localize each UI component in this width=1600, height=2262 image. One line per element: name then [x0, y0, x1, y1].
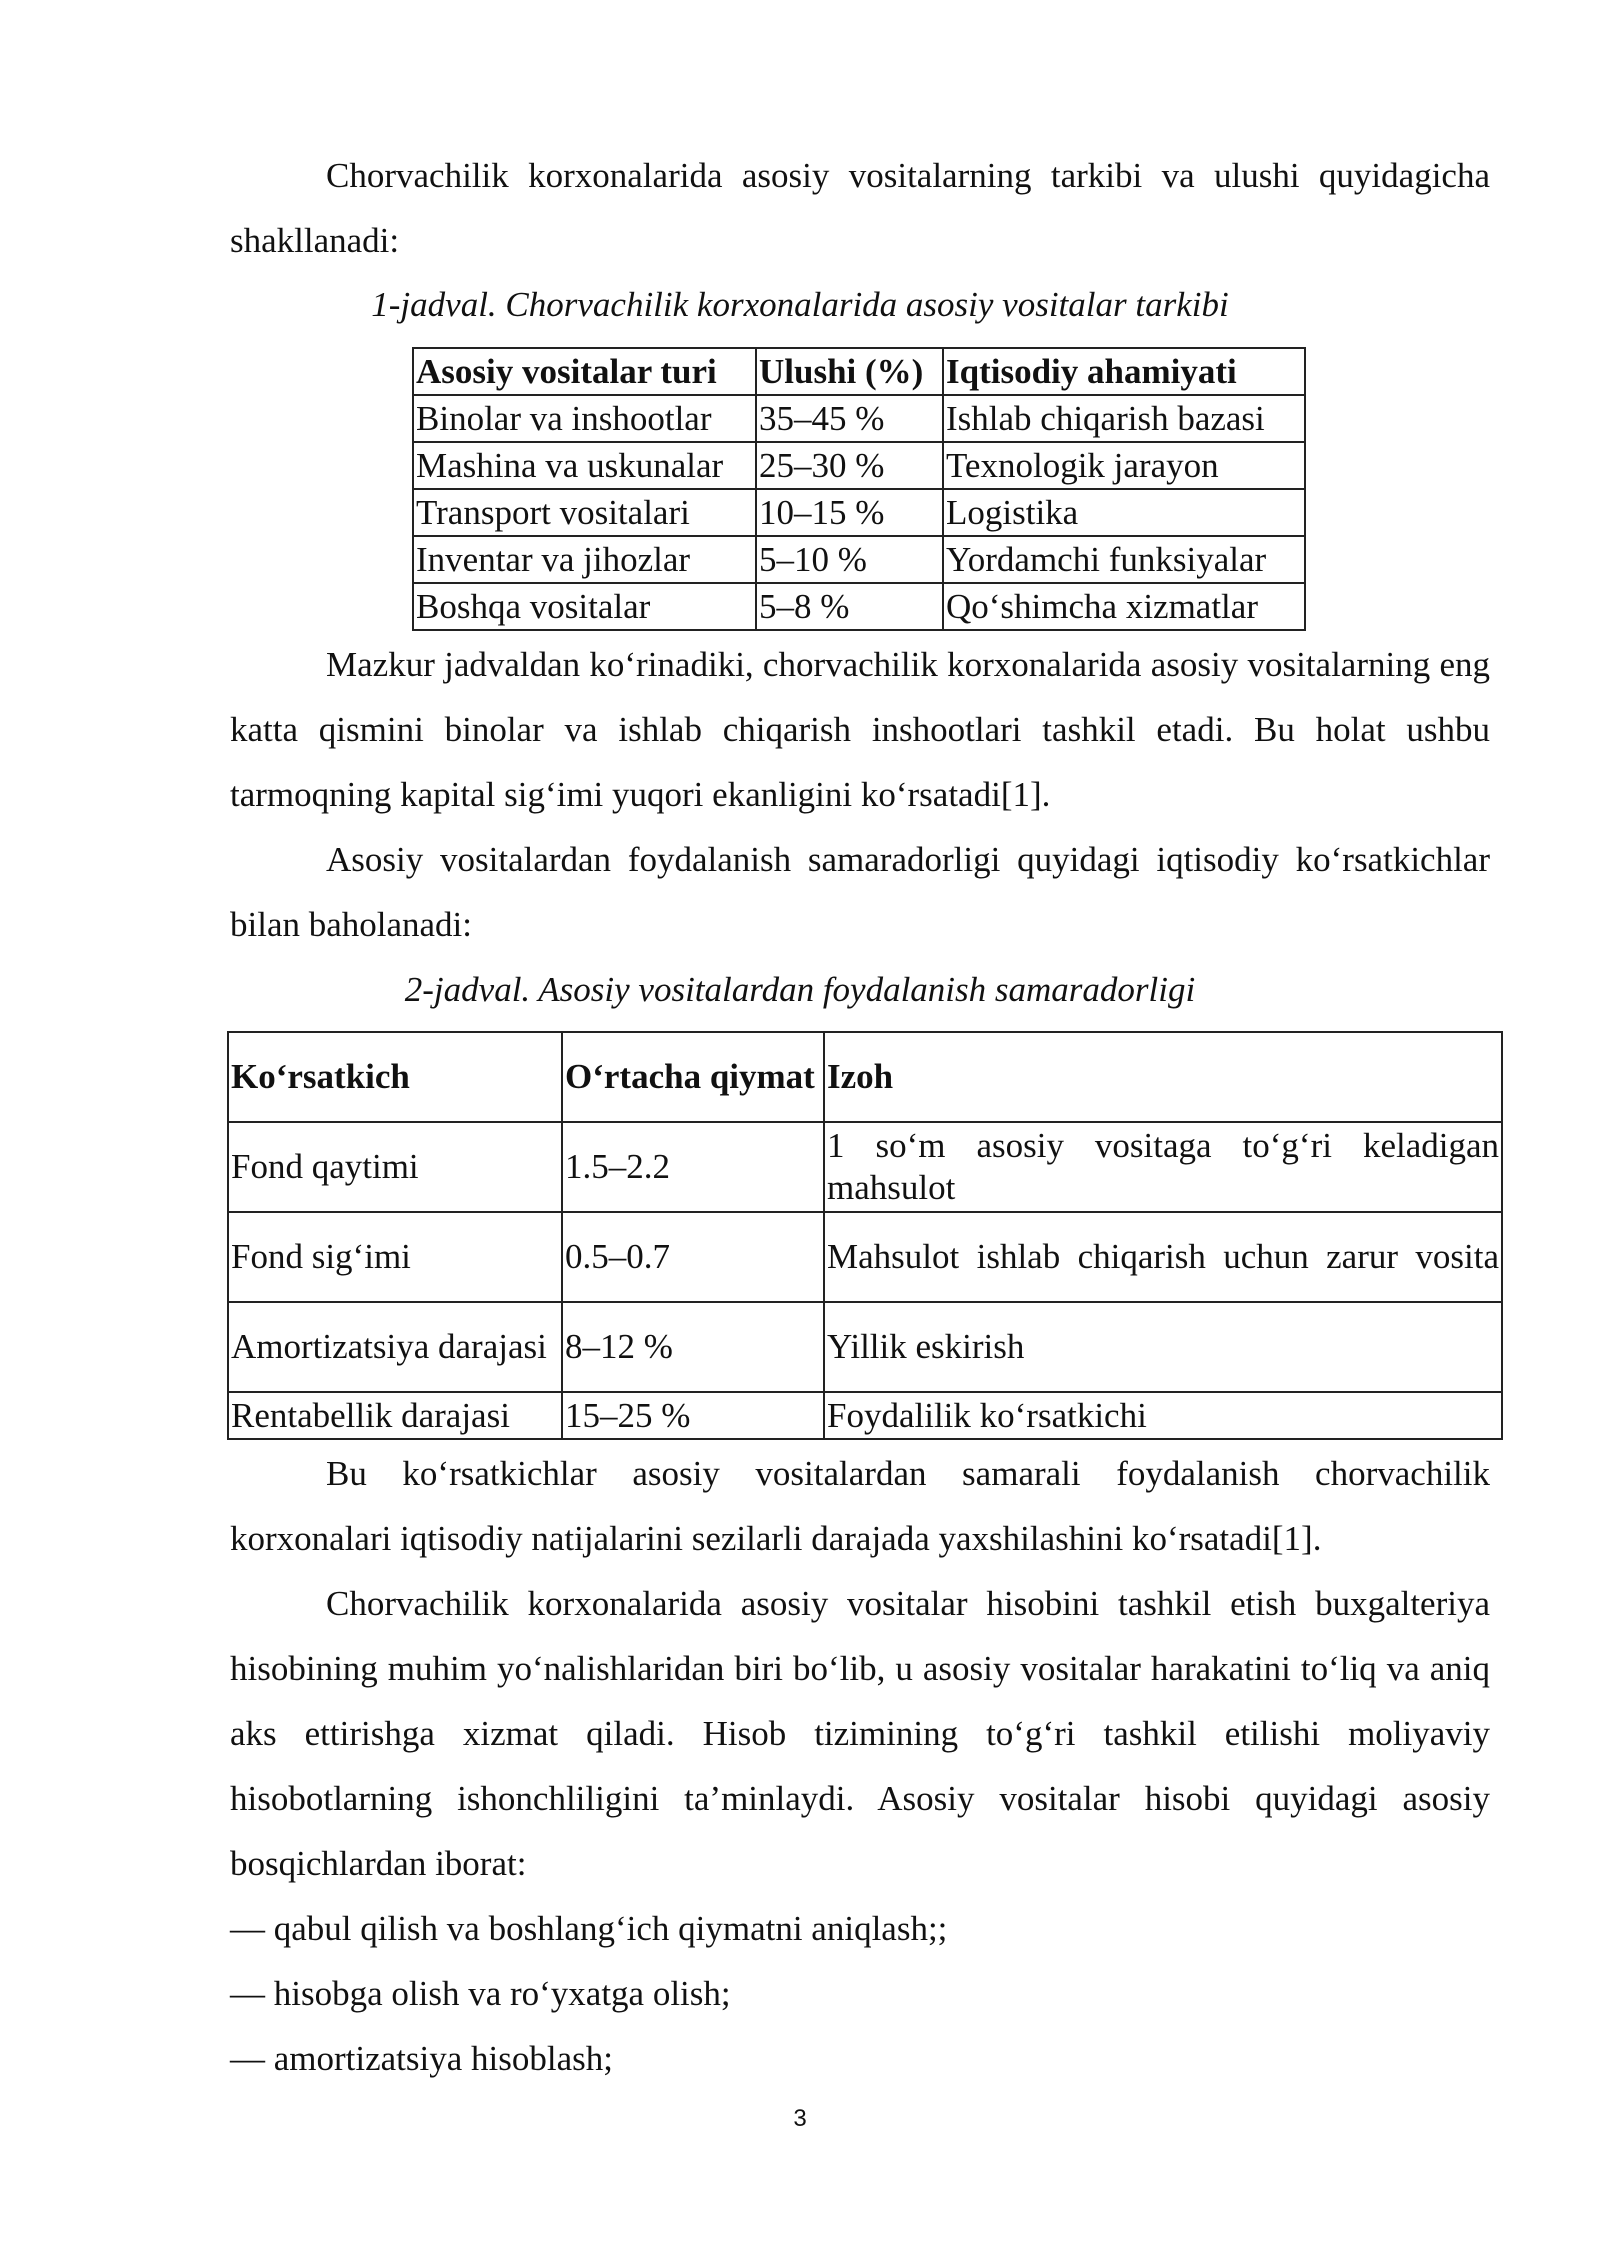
table-header-cell: Iqtisodiy ahamiyati: [943, 348, 1305, 395]
table-header-cell: Izoh: [824, 1032, 1502, 1122]
table-cell: Logistika: [943, 489, 1305, 536]
table-row: [413, 442, 1305, 489]
table-header-cell: Ko‘rsatkich: [228, 1032, 562, 1122]
table-header-cell: O‘rtacha qiymat: [562, 1032, 824, 1122]
table-row: [228, 1212, 1502, 1302]
table-cell: Fond qaytimi: [228, 1122, 562, 1212]
table-row: [228, 1122, 1502, 1212]
table-row: [228, 1392, 1502, 1439]
table-cell: Foydalilik ko‘rsatkichi: [824, 1392, 1502, 1439]
evaluation-paragraph: Asosiy vositalardan foydalanish samaradorligi quyidagi iqtisodiy ko‘rsatkichlar bilan baholanadi:: [230, 840, 1490, 944]
table-cell: Inventar va jihozlar: [413, 536, 756, 583]
table-cell: 5–10 %: [756, 536, 943, 583]
table-row: [413, 489, 1305, 536]
table-cell: Boshqa vositalar: [413, 583, 756, 630]
intro-paragraph: Chorvachilik korxonalarida asosiy vositalarning tarkibi va ulushi quyidagicha shakllanadi:: [230, 156, 1490, 260]
table-header-row: [228, 1032, 1502, 1122]
table-cell: Transport vositalari: [413, 489, 756, 536]
table-row: [413, 583, 1305, 630]
table-cell: 1 so‘m asosiy vositaga to‘g‘ri keladigan mahsulot: [824, 1122, 1502, 1212]
analysis-section: [230, 632, 1490, 957]
table-cell: Rentabellik darajasi: [228, 1392, 562, 1439]
table-cell: 25–30 %: [756, 442, 943, 489]
intro-section: [230, 143, 1490, 273]
table-cell: Yordamchi funksiyalar: [943, 536, 1305, 583]
table-cell: Ishlab chiqarish bazasi: [943, 395, 1305, 442]
table-cell: Binolar va inshootlar: [413, 395, 756, 442]
table-row: [413, 395, 1305, 442]
composition-table: [412, 347, 1306, 631]
table1-caption: 1-jadval. Chorvachilik korxonalarida asosiy vositalar tarkibi: [371, 285, 1229, 324]
table-cell: Fond sig‘imi: [228, 1212, 562, 1302]
list-item: — qabul qilish va boshlang‘ich qiymatni aniqlash;;: [230, 1909, 948, 1948]
table-cell: 8–12 %: [562, 1302, 824, 1392]
list-item: — hisobga olish va ro‘yxatga olish;: [230, 1974, 731, 2013]
table-cell: Qo‘shimcha xizmatlar: [943, 583, 1305, 630]
table-row: [228, 1302, 1502, 1392]
table-cell: 0.5–0.7: [562, 1212, 824, 1302]
table-cell: 35–45 %: [756, 395, 943, 442]
table-row: [413, 536, 1305, 583]
table-cell: 10–15 %: [756, 489, 943, 536]
efficiency-table: [227, 1031, 1503, 1440]
conclusion-section: [230, 1441, 1490, 2091]
table-cell: Mahsulot ishlab chiqarish uchun zarur vosita: [824, 1212, 1502, 1302]
table-cell: 1.5–2.2: [562, 1122, 824, 1212]
table-header-cell: Asosiy vositalar turi: [413, 348, 756, 395]
page-number: 3: [793, 2105, 807, 2132]
table-header-row: [413, 348, 1305, 395]
accounting-paragraph: Chorvachilik korxonalarida asosiy vositalar hisobini tashkil etish buxgalteriya hisobining muhim yo‘nalishlaridan biri bo‘lib, u asosiy vositalar harakatini to‘liq va aniq aks ettirishga xizmat qiladi. Hisob tizimining to‘g‘ri tashkil etilishi moliyaviy hisobotlarning ishonchliligini ta’minlaydi. Asosiy vositalar hisobi quyidagi asosiy bosqichlardan iborat:: [230, 1584, 1490, 1883]
table-cell: Texnologik jarayon: [943, 442, 1305, 489]
list-item: — amortizatsiya hisoblash;: [230, 2039, 613, 2078]
table-cell: Mashina va uskunalar: [413, 442, 756, 489]
table-cell: Amortizatsiya darajasi: [228, 1302, 562, 1392]
table-cell: Yillik eskirish: [824, 1302, 1502, 1392]
table-header-cell: Ulushi (%): [756, 348, 943, 395]
conclusion-paragraph: Bu ko‘rsatkichlar asosiy vositalardan samarali foydalanish chorvachilik korxonalari iqtisodiy natijalarini sezilarli darajada yaxshilashini ko‘rsatadi[1].: [230, 1454, 1490, 1558]
analysis-paragraph: Mazkur jadvaldan ko‘rinadiki, chorvachilik korxonalarida asosiy vositalarning eng katta qismini binolar va ishlab chiqarish inshootlari tashkil etadi. Bu holat ushbu tarmoqning kapital sig‘imi yuqori ekanligini ko‘rsatadi[1].: [230, 645, 1490, 814]
table-cell: 5–8 %: [756, 583, 943, 630]
table-cell: 15–25 %: [562, 1392, 824, 1439]
table2-caption: 2-jadval. Asosiy vositalardan foydalanish samaradorligi: [404, 970, 1196, 1009]
